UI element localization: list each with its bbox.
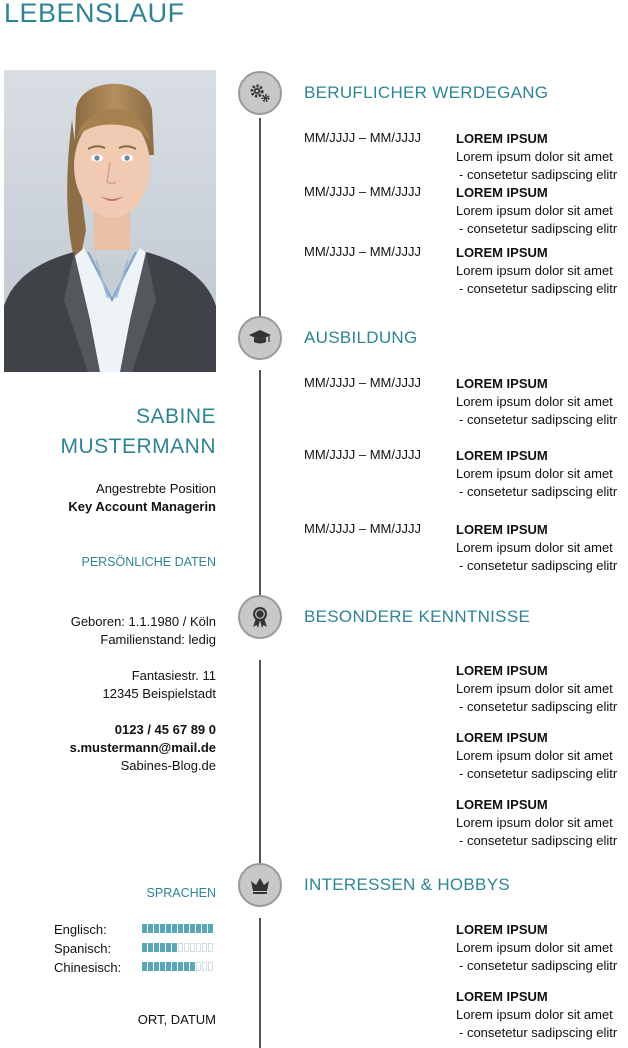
entry-date: MM/JJJJ – MM/JJJJ: [304, 521, 421, 536]
language-level-segment: [148, 924, 153, 933]
language-level-segment: [208, 924, 213, 933]
language-level-segment: [142, 943, 147, 952]
language-level-segment: [196, 924, 201, 933]
language-level-segment: [190, 924, 195, 933]
position-label: Angestrebte Position: [96, 481, 216, 496]
skills-entry: [456, 796, 617, 850]
entry-heading: LOREM IPSUM: [456, 131, 548, 146]
education-entry: [456, 375, 617, 429]
entry-line: - consetetur sadipscing elitr: [459, 412, 618, 427]
language-level-segment: [184, 924, 189, 933]
entry-heading: LOREM IPSUM: [456, 245, 548, 260]
entry-heading: LOREM IPSUM: [456, 663, 548, 678]
language-level-segment: [172, 943, 177, 952]
entry-line: - consetetur sadipscing elitr: [459, 167, 618, 182]
entry-heading: LOREM IPSUM: [456, 448, 548, 463]
hobbies-entry: [456, 988, 617, 1042]
marital-status: Familienstand: ledig: [100, 632, 216, 647]
timeline-line: [259, 370, 261, 596]
entry-heading: LOREM IPSUM: [456, 989, 548, 1004]
entry-line: - consetetur sadipscing elitr: [459, 958, 618, 973]
languages-heading: SPRACHEN: [146, 886, 216, 900]
entry-line: - consetetur sadipscing elitr: [459, 1025, 618, 1040]
language-level-segment: [154, 943, 159, 952]
language-level-segment: [148, 943, 153, 952]
entry-line: - consetetur sadipscing elitr: [459, 221, 618, 236]
language-level-segment: [172, 924, 177, 933]
education-entry: [456, 521, 617, 575]
birth-info: Geboren: 1.1.1980 / Köln: [70, 614, 216, 629]
language-level-segment: [196, 962, 201, 971]
hobbies-heading: INTERESSEN & HOBBYS: [304, 875, 510, 894]
language-name: Englisch:: [54, 922, 107, 937]
entry-line: Lorem ipsum dolor sit amet: [456, 1007, 613, 1022]
crown-icon: [238, 863, 282, 907]
gears-icon: [238, 71, 282, 115]
entry-heading: LOREM IPSUM: [456, 185, 548, 200]
language-level-segment: [178, 962, 183, 971]
timeline-line: [259, 118, 261, 316]
entry-line: Lorem ipsum dolor sit amet: [456, 149, 613, 164]
award-rosette-icon: [238, 595, 282, 639]
entry-line: - consetetur sadipscing elitr: [459, 281, 618, 296]
language-level-segment: [208, 943, 213, 952]
hobbies-entry: [456, 921, 617, 975]
entry-date: MM/JJJJ – MM/JJJJ: [304, 244, 421, 259]
language-level-bar: [142, 924, 216, 935]
entry-line: Lorem ipsum dolor sit amet: [456, 748, 613, 763]
timeline-line: [259, 918, 261, 1048]
language-level-segment: [184, 943, 189, 952]
language-level-segment: [178, 943, 183, 952]
entry-heading: LOREM IPSUM: [456, 376, 548, 391]
entry-line: - consetetur sadipscing elitr: [459, 766, 618, 781]
language-level-segment: [196, 943, 201, 952]
language-level-segment: [184, 962, 189, 971]
language-level-segment: [202, 943, 207, 952]
language-level-segment: [154, 924, 159, 933]
entry-line: - consetetur sadipscing elitr: [459, 699, 618, 714]
language-level-segment: [202, 924, 207, 933]
language-level-segment: [154, 962, 159, 971]
city-address: 12345 Beispielstadt: [102, 686, 216, 701]
street-address: Fantasiestr. 11: [131, 668, 216, 683]
skills-entry: [456, 662, 617, 716]
career-entry: [456, 184, 617, 238]
language-level-segment: [202, 962, 207, 971]
place-date: ORT, DATUM: [137, 1012, 216, 1027]
language-name: Spanisch:: [54, 941, 112, 956]
page-title: LEBENSLAUF: [4, 0, 185, 28]
career-entry: [456, 244, 617, 298]
language-level-segment: [148, 962, 153, 971]
language-level-bar: [142, 943, 216, 954]
career-entry: [456, 130, 617, 184]
entry-line: Lorem ipsum dolor sit amet: [456, 681, 613, 696]
skills-heading: BESONDERE KENNTNISSE: [304, 607, 531, 626]
entry-line: Lorem ipsum dolor sit amet: [456, 466, 613, 481]
language-level-segment: [160, 924, 165, 933]
entry-line: - consetetur sadipscing elitr: [459, 833, 618, 848]
entry-date: MM/JJJJ – MM/JJJJ: [304, 447, 421, 462]
entry-heading: LOREM IPSUM: [456, 730, 548, 745]
first-name: SABINE: [135, 405, 216, 428]
graduation-cap-icon: [238, 316, 282, 360]
entry-heading: LOREM IPSUM: [456, 797, 548, 812]
phone-number: 0123 / 45 67 89 0: [114, 722, 216, 737]
language-level-segment: [172, 962, 177, 971]
entry-line: Lorem ipsum dolor sit amet: [456, 815, 613, 830]
last-name: MUSTERMANN: [60, 435, 216, 458]
portrait-photo: [4, 70, 216, 372]
entry-date: MM/JJJJ – MM/JJJJ: [304, 184, 421, 199]
entry-line: - consetetur sadipscing elitr: [459, 558, 618, 573]
entry-date: MM/JJJJ – MM/JJJJ: [304, 130, 421, 145]
language-level-segment: [190, 943, 195, 952]
language-level-segment: [142, 962, 147, 971]
email-address[interactable]: s.mustermann@mail.de: [69, 740, 216, 755]
entry-date: MM/JJJJ – MM/JJJJ: [304, 375, 421, 390]
language-level-segment: [166, 962, 171, 971]
language-level-segment: [160, 943, 165, 952]
language-level-segment: [166, 943, 171, 952]
blog-link[interactable]: Sabines-Blog.de: [120, 758, 216, 773]
entry-heading: LOREM IPSUM: [456, 922, 548, 937]
education-heading: AUSBILDUNG: [304, 328, 418, 347]
timeline-line: [259, 660, 261, 864]
entry-line: Lorem ipsum dolor sit amet: [456, 940, 613, 955]
entry-line: Lorem ipsum dolor sit amet: [456, 394, 613, 409]
language-level-segment: [166, 924, 171, 933]
language-name: Chinesisch:: [54, 960, 122, 975]
entry-line: Lorem ipsum dolor sit amet: [456, 540, 613, 555]
entry-line: Lorem ipsum dolor sit amet: [456, 203, 613, 218]
education-entry: [456, 447, 617, 501]
language-level-bar: [142, 962, 216, 973]
personal-data-heading: PERSÖNLICHE DATEN: [81, 555, 216, 569]
skills-entry: [456, 729, 617, 783]
career-heading: BERUFLICHER WERDEGANG: [304, 83, 549, 102]
language-level-segment: [178, 924, 183, 933]
entry-line: - consetetur sadipscing elitr: [459, 484, 618, 499]
language-level-segment: [190, 962, 195, 971]
entry-line: Lorem ipsum dolor sit amet: [456, 263, 613, 278]
language-level-segment: [208, 962, 213, 971]
language-level-segment: [160, 962, 165, 971]
position-title: Key Account Managerin: [68, 499, 216, 514]
entry-heading: LOREM IPSUM: [456, 522, 548, 537]
language-level-segment: [142, 924, 147, 933]
